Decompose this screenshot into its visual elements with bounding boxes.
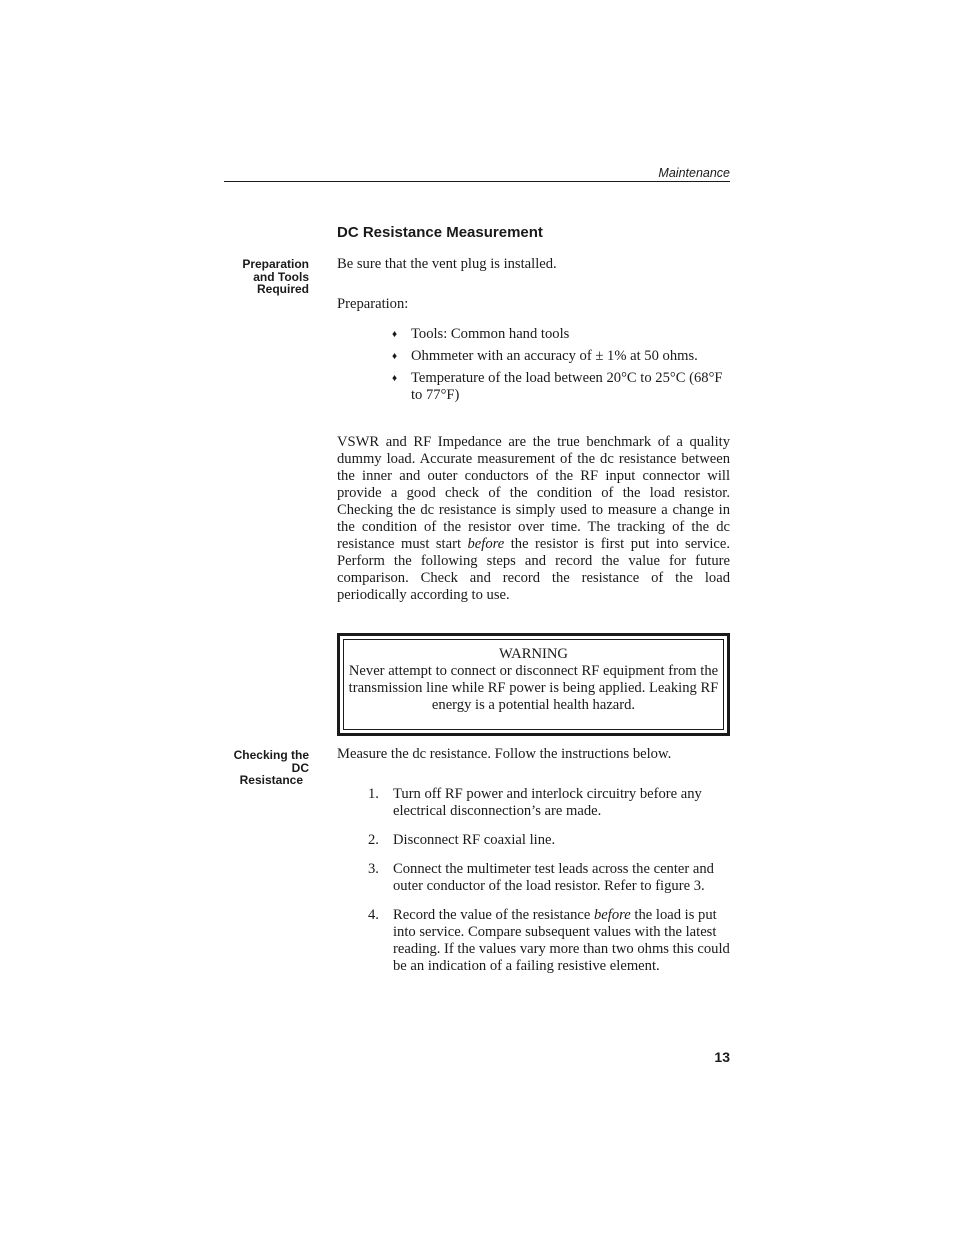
list-item	[368, 786, 730, 820]
list-item-text: Ohmmeter with an accuracy of ± 1% at 50 ohms.	[411, 348, 698, 364]
body-text: the resistor is first put into service. Perform the following steps and record the value for future comparison. Check and record the resistance of the load periodically according to use.	[337, 535, 730, 603]
step-text: Record the value of the resistance	[393, 906, 591, 923]
list-item	[392, 326, 732, 343]
list-item	[368, 861, 730, 895]
list-item-text: Temperature of the load between 20°C to 25°C (68°F to 77°F)	[411, 370, 723, 403]
step-number: 1.	[368, 786, 379, 802]
side-label-preparation	[189, 258, 309, 296]
step-number: 3.	[368, 860, 379, 877]
list-item	[392, 348, 732, 365]
body-paragraph	[337, 434, 730, 604]
diamond-bullet-icon: ♦	[392, 351, 398, 362]
side-label-line: Checking the	[233, 748, 309, 762]
list-item	[368, 907, 730, 975]
side-label-checking	[189, 749, 309, 787]
warning-box	[337, 633, 730, 736]
side-label-line: Preparation	[242, 257, 309, 271]
diamond-bullet-icon: ♦	[392, 329, 398, 340]
steps-list	[368, 786, 730, 987]
side-label-line: and Tools	[253, 269, 309, 284]
step-text: Turn off RF power and interlock circuitry before any electrical disconnection’s are made.	[393, 786, 702, 819]
emphasis-text: before	[467, 535, 505, 552]
tools-list	[392, 326, 732, 409]
list-item-text: Tools: Common hand tools	[411, 326, 570, 342]
diamond-bullet-icon: ♦	[392, 373, 398, 384]
running-header: Maintenance	[658, 166, 730, 180]
warning-inner	[343, 639, 724, 730]
emphasis-text: before	[594, 906, 631, 923]
body-text: VSWR and RF Impedance are the true benchmark of a quality dummy load. Accurate measurement of the dc resistance between the inner and outer conductors of the RF input connector will provide a good check of the condition of the load resistor. Checking the dc resistance is simply used to measure a change in the condition of the resistor over time. The tracking of the dc resistance must start	[337, 434, 730, 552]
warning-title: WARNING	[499, 646, 568, 662]
step-text: Connect the multimeter test leads across the center and outer conductor of the load resistor. Refer to figure 3.	[393, 860, 714, 894]
prep-label: Preparation:	[337, 296, 409, 312]
checking-intro: Measure the dc resistance. Follow the instructions below.	[337, 746, 672, 762]
prep-intro: Be sure that the vent plug is installed.	[337, 256, 557, 272]
warning-text: Never attempt to connect or disconnect RF equipment from the transmission line while RF power is being applied. Leaking RF energy is a potential health hazard.	[348, 662, 719, 713]
step-text: Disconnect RF coaxial line.	[393, 831, 556, 848]
step-number: 2.	[368, 831, 379, 848]
section-title: DC Resistance Measurement	[337, 224, 543, 241]
step-text: the load is put into service. Compare subsequent values with the latest reading. If the values vary more than two ohms this could be an indication of a failing resistive element.	[393, 906, 730, 974]
header-rule	[224, 181, 730, 182]
step-number: 4.	[368, 906, 379, 923]
list-item	[392, 370, 732, 404]
side-label-line: Required	[256, 282, 309, 297]
side-label-line: DC	[291, 760, 309, 775]
side-label-line: Resistance	[239, 773, 303, 788]
list-item	[368, 832, 730, 849]
page-number: 13	[714, 1049, 730, 1065]
